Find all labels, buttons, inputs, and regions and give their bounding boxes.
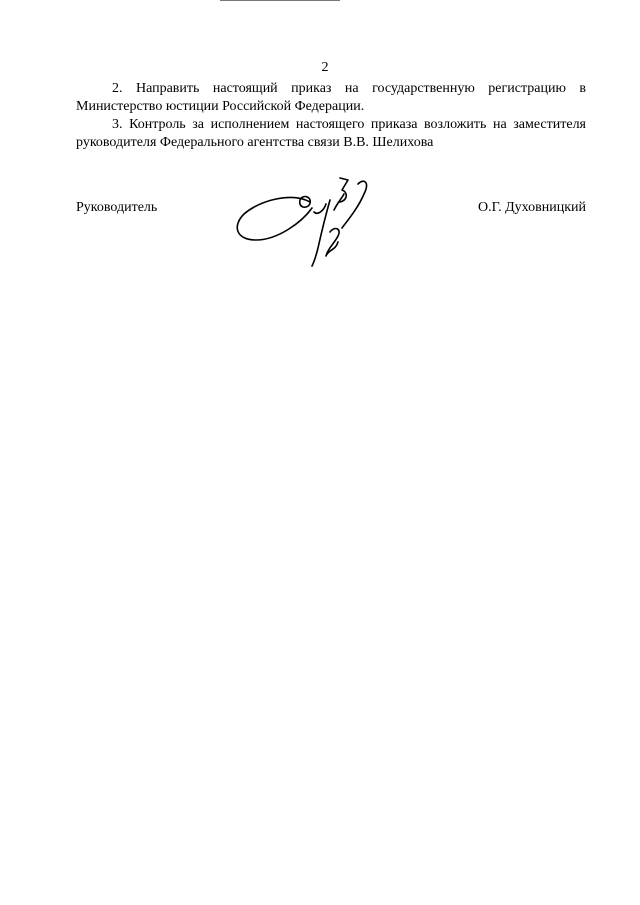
document-body bbox=[76, 80, 586, 152]
signatory-title: Руководитель bbox=[76, 200, 158, 215]
signatory-name: О.Г. Духовницкий bbox=[477, 200, 586, 215]
paragraph-registration: 2. Направить настоящий приказ на государственную регистрацию в Министерство юстиции Российской Федерации. bbox=[76, 81, 586, 114]
handwritten-signature-icon bbox=[230, 170, 380, 270]
paragraph-control: 3. Контроль за исполнением настоящего приказа возложить на заместителя руководителя Федерального агентства связи В.В. Шелихова bbox=[76, 117, 586, 150]
top-scan-rule bbox=[220, 0, 340, 1]
page-number: 2 bbox=[321, 60, 329, 75]
